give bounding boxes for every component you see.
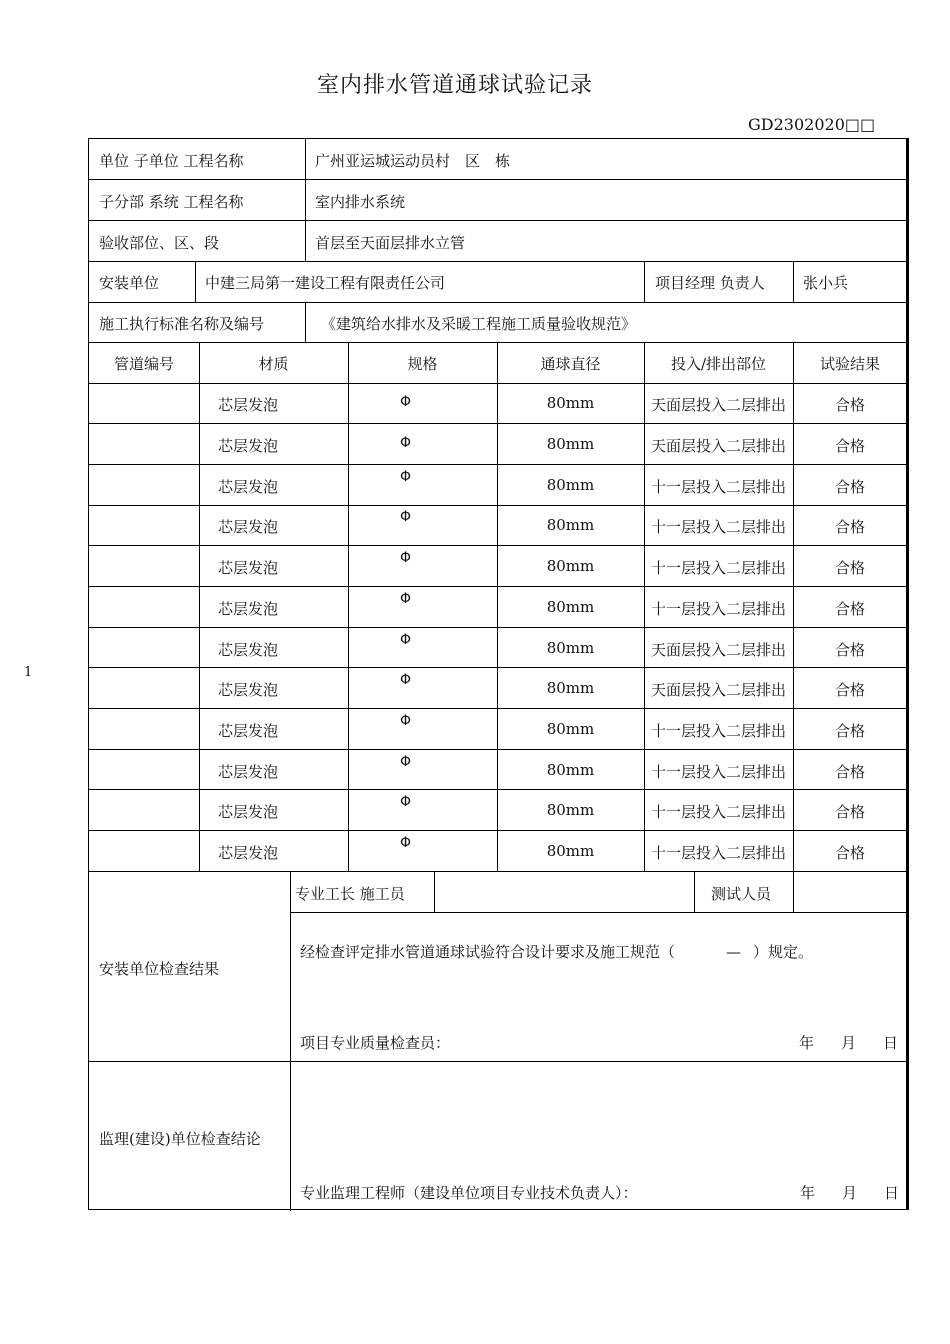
spec-cell: Φ	[400, 469, 412, 485]
material-cell: 芯层发泡	[218, 518, 279, 536]
diameter-cell: 80mm	[546, 476, 595, 494]
statement-dash: —	[726, 943, 742, 961]
diameter-cell: 80mm	[546, 679, 595, 697]
position-cell: 十一层投入二层排出	[650, 559, 786, 577]
install-month-label: 月	[841, 1034, 857, 1052]
spec-cell: Φ	[400, 509, 412, 525]
diameter-cell: 80mm	[546, 394, 595, 412]
position-cell: 十一层投入二层排出	[650, 722, 786, 740]
supervision-label: 监理(建设)单位检查结论	[99, 1130, 261, 1148]
tester-label: 测试人员	[711, 885, 772, 903]
material-cell: 芯层发泡	[218, 844, 279, 862]
standard-value: 《建筑给水排水及采暖工程施工质量验收规范》	[321, 315, 637, 333]
installer-label: 安装单位	[99, 274, 160, 292]
result-cell: 合格	[834, 681, 865, 699]
standard-label: 施工执行标准名称及编号	[99, 315, 265, 333]
diameter-cell: 80mm	[546, 801, 595, 819]
position-cell: 十一层投入二层排出	[650, 803, 786, 821]
installer-value: 中建三局第一建设工程有限责任公司	[205, 274, 446, 292]
material-cell: 芯层发泡	[218, 478, 279, 496]
result-cell: 合格	[834, 559, 865, 577]
unit-value: 广州亚运城运动员村 区 栋	[315, 152, 511, 170]
col-header-id: 管道编号	[113, 355, 174, 373]
col-header-position: 投入/排出部位	[670, 355, 767, 373]
col-header-spec: 规格	[407, 355, 438, 373]
subsystem-value: 室内排水系统	[315, 193, 406, 211]
quality-inspector-label: 项目专业质量检查员：	[300, 1034, 451, 1052]
install-check-label: 安装单位检查结果	[99, 960, 220, 978]
position-cell: 天面层投入二层排出	[650, 681, 786, 699]
position-cell: 十一层投入二层排出	[650, 600, 786, 618]
install-day-label: 日	[883, 1034, 899, 1052]
result-cell: 合格	[834, 396, 865, 414]
spec-cell: Φ	[400, 794, 412, 810]
diameter-cell: 80mm	[546, 516, 595, 534]
spec-cell: Φ	[400, 672, 412, 688]
diameter-cell: 80mm	[546, 761, 595, 779]
supervision-month-label: 月	[842, 1184, 858, 1202]
diameter-cell: 80mm	[546, 435, 595, 453]
spec-cell: Φ	[400, 435, 412, 451]
supervision-engineer-label: 专业监理工程师（建设单位项目专业技术负责人）：	[300, 1184, 638, 1202]
material-cell: 芯层发泡	[218, 641, 279, 659]
spec-cell: Φ	[400, 394, 412, 410]
subsystem-label: 子分部 系统 工程名称	[99, 193, 244, 211]
diameter-cell: 80mm	[546, 720, 595, 738]
statement-prefix: 经检查评定排水管道通球试验符合设计要求及施工规范（	[300, 943, 676, 961]
install-year-label: 年	[799, 1034, 815, 1052]
material-cell: 芯层发泡	[218, 722, 279, 740]
spec-cell: Φ	[400, 591, 412, 607]
result-cell: 合格	[834, 600, 865, 618]
spec-cell: Φ	[400, 754, 412, 770]
page-number: 1	[24, 665, 33, 680]
supervision-year-label: 年	[800, 1184, 816, 1202]
result-cell: 合格	[834, 844, 865, 862]
result-cell: 合格	[834, 803, 865, 821]
location-label: 验收部位、区、段	[99, 234, 220, 252]
position-cell: 天面层投入二层排出	[650, 641, 786, 659]
install-statement	[300, 941, 813, 962]
position-cell: 十一层投入二层排出	[650, 844, 786, 862]
col-header-material: 材质	[258, 355, 289, 373]
diameter-cell: 80mm	[546, 598, 595, 616]
result-cell: 合格	[834, 641, 865, 659]
result-cell: 合格	[834, 518, 865, 536]
diameter-cell: 80mm	[546, 557, 595, 575]
spec-cell: Φ	[400, 632, 412, 648]
foreman-label: 专业工长 施工员	[295, 885, 405, 903]
position-cell: 天面层投入二层排出	[650, 437, 786, 455]
page-title: 室内排水管道通球试验记录	[316, 73, 593, 98]
col-header-diameter: 通球直径	[540, 355, 601, 373]
material-cell: 芯层发泡	[218, 396, 279, 414]
form-code: GD2302020□□	[748, 115, 876, 134]
position-cell: 天面层投入二层排出	[650, 396, 786, 414]
position-cell: 十一层投入二层排出	[650, 478, 786, 496]
position-cell: 十一层投入二层排出	[650, 763, 786, 781]
location-value: 首层至天面层排水立管	[315, 234, 466, 252]
result-cell: 合格	[834, 478, 865, 496]
spec-cell: Φ	[400, 835, 412, 851]
material-cell: 芯层发泡	[218, 681, 279, 699]
spec-cell: Φ	[400, 550, 412, 566]
col-header-result: 试验结果	[819, 355, 880, 373]
manager-label: 项目经理 负责人	[655, 274, 765, 292]
result-cell: 合格	[834, 437, 865, 455]
result-cell: 合格	[834, 763, 865, 781]
record-table	[88, 138, 909, 1210]
material-cell: 芯层发泡	[218, 803, 279, 821]
position-cell: 十一层投入二层排出	[650, 518, 786, 536]
material-cell: 芯层发泡	[218, 600, 279, 618]
statement-suffix: ）规定。	[753, 943, 814, 961]
supervision-day-label: 日	[884, 1184, 900, 1202]
material-cell: 芯层发泡	[218, 559, 279, 577]
spec-cell: Φ	[400, 713, 412, 729]
material-cell: 芯层发泡	[218, 763, 279, 781]
diameter-cell: 80mm	[546, 639, 595, 657]
manager-value: 张小兵	[803, 274, 849, 292]
diameter-cell: 80mm	[546, 842, 595, 860]
result-cell: 合格	[834, 722, 865, 740]
material-cell: 芯层发泡	[218, 437, 279, 455]
unit-label: 单位 子单位 工程名称	[99, 152, 244, 170]
